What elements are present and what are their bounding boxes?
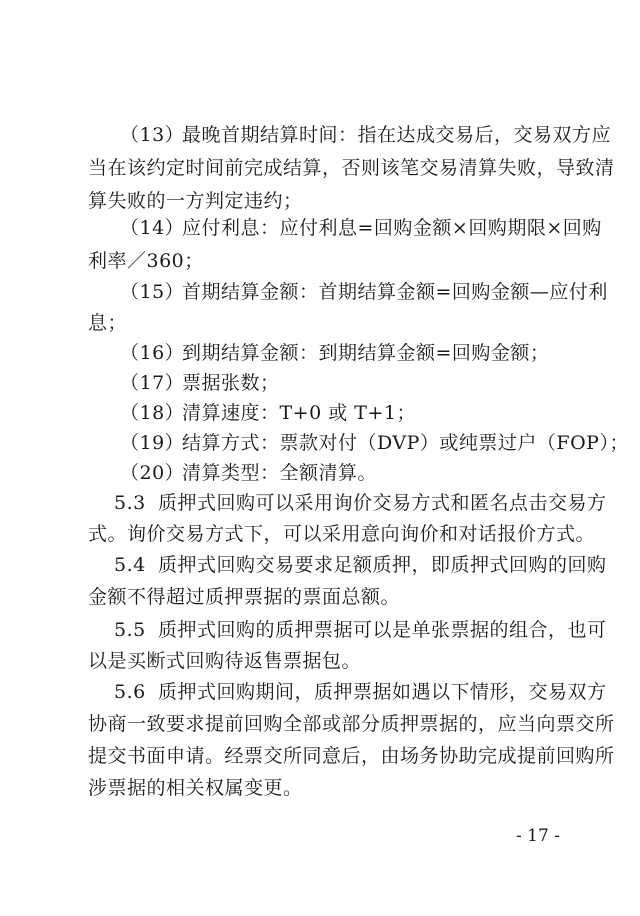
paragraph-13-line-3 xyxy=(88,186,303,213)
section-5-5-line-2 xyxy=(88,646,361,673)
paragraph-13-line-1 xyxy=(120,120,611,147)
section-5-5-line-1 xyxy=(114,615,607,642)
line-text: 质押式回购期间，质押票据如遇以下情形，交易双方 xyxy=(158,681,607,703)
line-text: 质押式回购交易要求足额质押，即质押式回购的回购 xyxy=(158,554,607,576)
item-number: （20） xyxy=(120,462,185,484)
line-text: 结算方式：票款对付（DVP）或纯票过户（FOP）； xyxy=(182,432,629,454)
line-text: 利率／360； xyxy=(88,250,204,272)
line-text: 应付利息：应付利息=回购金额×回购期限×回购 xyxy=(182,217,602,239)
page-number: - 17 - xyxy=(516,826,560,846)
line-text: 清算速度：T+0 或 T+1； xyxy=(182,402,416,424)
paragraph-19-line-1 xyxy=(120,428,629,455)
section-5-4-line-2 xyxy=(88,582,400,609)
item-number: （15） xyxy=(120,281,185,303)
paragraph-15-line-1 xyxy=(120,277,608,304)
section-5-6-line-4 xyxy=(88,773,303,800)
paragraph-14-line-1 xyxy=(120,213,602,240)
section-5-6-line-2 xyxy=(88,709,615,736)
item-number: （13） xyxy=(120,124,185,146)
line-text: 式。询价交易方式下，可以采用意向询价和对话报价方式。 xyxy=(88,523,596,545)
section-number: 5.6 xyxy=(114,681,146,703)
line-text: 票据张数； xyxy=(182,372,280,394)
line-text: 协商一致要求提前回购全部或部分质押票据的，应当向票交所 xyxy=(88,713,615,735)
section-5-6-line-3 xyxy=(88,741,615,768)
line-text: 最晚首期结算时间：指在达成交易后，交易双方应 xyxy=(182,124,612,146)
item-number: （16） xyxy=(120,342,185,364)
paragraph-13-line-2 xyxy=(88,153,615,180)
line-text: 提交书面申请。经票交所同意后，由场务协助完成提前回购所 xyxy=(88,745,615,767)
paragraph-17-line-1 xyxy=(120,368,280,395)
section-number: 5.5 xyxy=(114,619,146,641)
line-text: 算失败的一方判定违约； xyxy=(88,190,303,212)
section-number: 5.4 xyxy=(114,554,146,576)
line-text: 以是买断式回购待返售票据包。 xyxy=(88,650,362,672)
item-number: （14） xyxy=(120,217,185,239)
section-5-6-line-1 xyxy=(114,677,607,704)
paragraph-20-line-1 xyxy=(120,458,377,485)
section-number: 5.3 xyxy=(114,492,146,514)
line-text: 质押式回购可以采用询价交易方式和匿名点击交易方 xyxy=(158,492,607,514)
line-text: 当在该约定时间前完成结算，否则该笔交易清算失败，导致清 xyxy=(88,157,615,179)
item-number: （17） xyxy=(120,372,185,394)
line-text: 金额不得超过质押票据的票面总额。 xyxy=(88,586,401,608)
item-number: （18） xyxy=(120,402,185,424)
item-number: （19） xyxy=(120,432,185,454)
paragraph-15-line-2 xyxy=(88,308,127,335)
section-5-3-line-1 xyxy=(114,488,607,515)
line-text: 质押式回购的质押票据可以是单张票据的组合，也可 xyxy=(158,619,607,641)
section-5-3-line-2 xyxy=(88,519,595,546)
line-text: 涉票据的相关权属变更。 xyxy=(88,777,303,799)
line-text: 清算类型：全额清算。 xyxy=(182,462,378,484)
paragraph-18-line-1 xyxy=(120,398,416,425)
paragraph-16-line-1 xyxy=(120,338,549,365)
line-text: 到期结算金额：到期结算金额=回购金额； xyxy=(182,342,550,364)
section-5-4-line-1 xyxy=(114,550,607,577)
paragraph-14-line-2 xyxy=(88,246,204,273)
line-text: 首期结算金额：首期结算金额=回购金额—应付利 xyxy=(182,281,608,303)
line-text: 息； xyxy=(88,312,128,334)
